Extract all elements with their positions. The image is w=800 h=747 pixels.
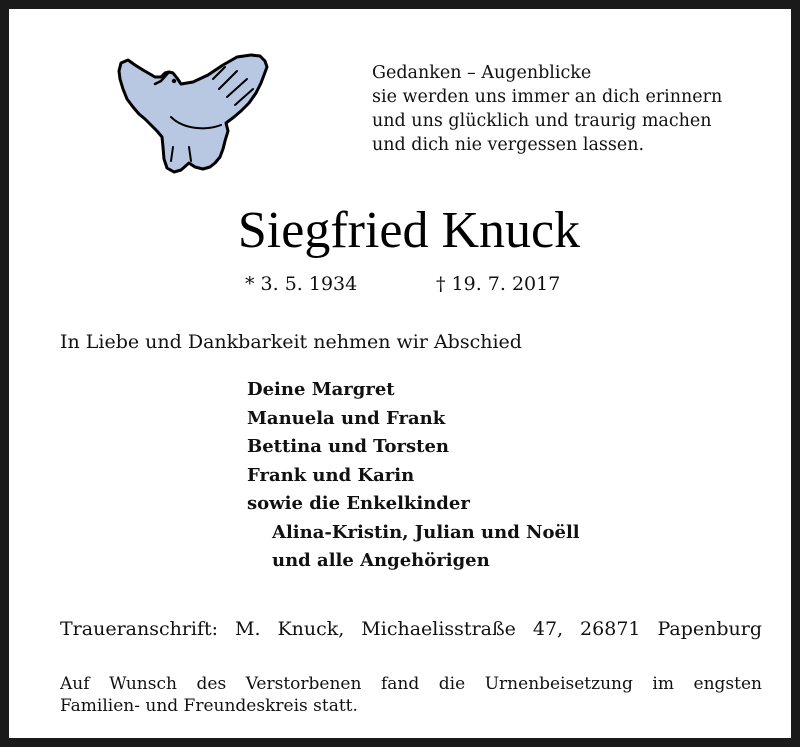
- family-member: Frank und Karin: [247, 464, 415, 486]
- dove-icon: [113, 51, 277, 175]
- poem-line: und dich nie vergessen lassen.: [372, 135, 645, 155]
- death-date: † 19. 7. 2017: [436, 273, 561, 295]
- family-member: sowie die Enkelkinder: [247, 493, 470, 514]
- grandchildren: Alina-Kristin, Julian und Noëll: [272, 521, 580, 543]
- note-line-1: Auf Wunsch des Verstorbenen fand die Urnenbeisetzung im engsten: [60, 674, 762, 694]
- family-member: Deine Margret: [247, 379, 395, 400]
- poem: [372, 61, 772, 157]
- family-list: [247, 376, 580, 576]
- family-member: Bettina und Torsten: [247, 436, 449, 457]
- address-text: Traueranschrift: M. Knuck, Michaelisstraße 47, 26871 Papenburg: [60, 618, 762, 640]
- deceased-name: Siegfried Knuck: [237, 202, 581, 259]
- relatives: und alle Angehörigen: [272, 550, 490, 571]
- birth-date: * 3. 5. 1934: [245, 273, 358, 295]
- mourning-address: [60, 616, 762, 642]
- note-line-2: Familien- und Freundeskreis statt.: [60, 696, 358, 716]
- farewell-intro: In Liebe und Dankbarkeit nehmen wir Abschied: [60, 331, 522, 353]
- poem-line: sie werden uns immer an dich erinnern: [372, 87, 723, 107]
- poem-line: und uns glücklich und traurig machen: [372, 111, 712, 131]
- family-member: Manuela und Frank: [247, 407, 446, 429]
- poem-line: Gedanken – Augenblicke: [372, 63, 592, 83]
- burial-note: [60, 673, 762, 717]
